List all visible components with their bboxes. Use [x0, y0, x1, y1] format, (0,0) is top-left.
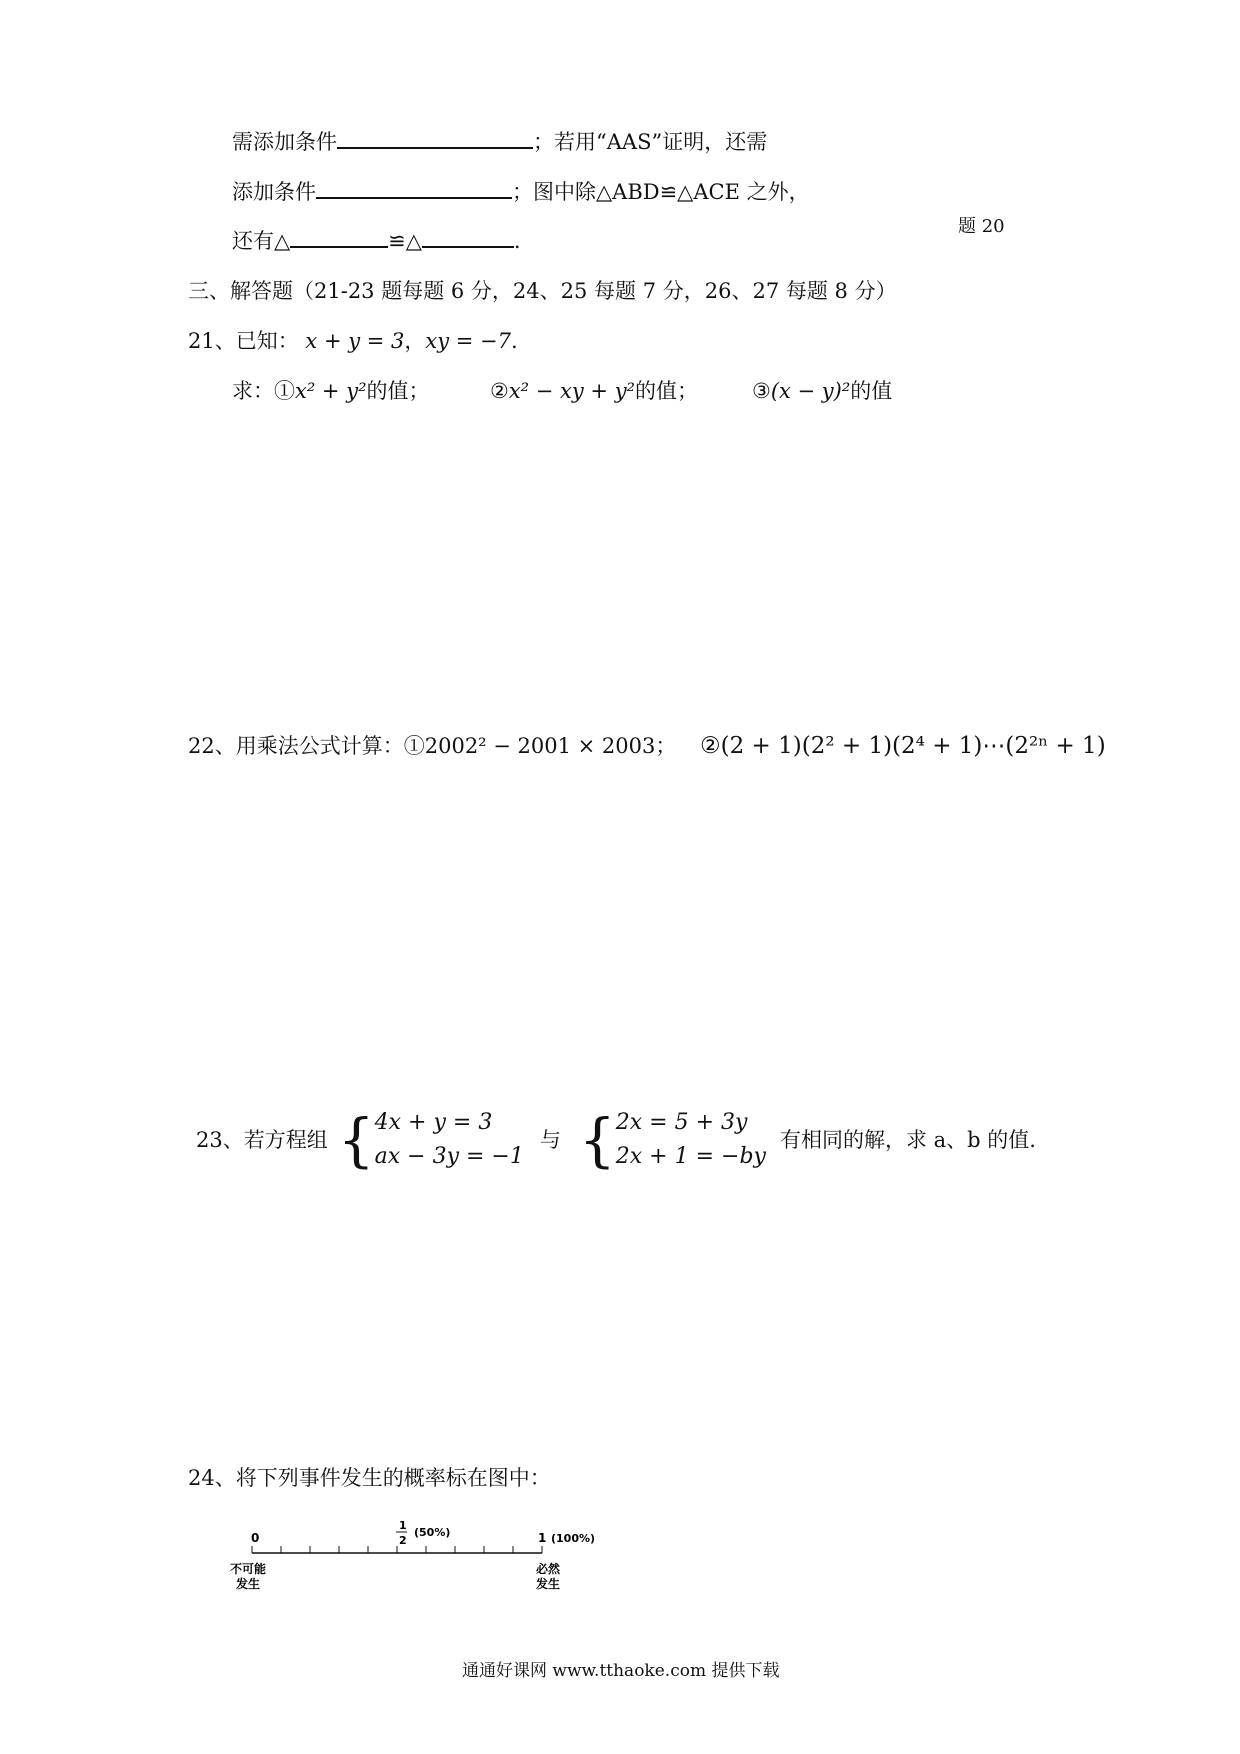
q20-line3-text-b: ≌△	[388, 229, 422, 253]
answer-blank-2[interactable]	[316, 177, 512, 199]
scale-right-caption-1: 必然	[536, 1562, 561, 1576]
system-2-equation-2: 2x + 1 = −by	[615, 1144, 766, 1169]
scale-left-value: 0	[251, 1531, 260, 1545]
q21-part3-mark: ③	[752, 379, 771, 403]
q21-condition-2: xy = −7	[425, 329, 512, 353]
q23-tail: 有相同的解，求 a、b 的值.	[779, 1128, 1036, 1152]
answer-blank-4[interactable]	[422, 226, 514, 248]
answer-blank-3[interactable]	[290, 226, 388, 248]
scale-mid-numerator: 1	[399, 1519, 407, 1532]
q22-part1-expr: 2002² − 2001 × 2003	[424, 734, 656, 758]
q21-part1-mark: ①	[274, 379, 295, 403]
q20-line2-text-b: ；图中除△ABD≌△ACE 之外，	[512, 180, 810, 204]
scale-right-caption-2: 发生	[536, 1577, 561, 1591]
q21-condition-1: x + y = 3	[305, 329, 405, 353]
scale-ticks	[252, 1546, 542, 1553]
scale-mid-percent: (50%)	[414, 1526, 451, 1539]
q20-line2-text-a: 添加条件	[232, 180, 316, 204]
scale-left-caption-2: 发生	[236, 1577, 261, 1591]
scale-right-percent: (100%)	[551, 1532, 596, 1545]
q21-part3	[752, 378, 892, 404]
q21-label: 21、已知：	[188, 329, 299, 353]
q21-part2-mark: ②	[490, 379, 509, 403]
q22-label: 22、用乘法公式计算：	[188, 734, 404, 758]
q23-line	[196, 1100, 1036, 1180]
q20-line1-text-a: 需添加条件	[232, 130, 337, 154]
q20-line-2	[232, 177, 810, 205]
q20-line-1	[232, 127, 767, 155]
q21-part2-expr: x² − xy + y²	[508, 379, 635, 403]
page-footer: 通通好课网 www.tthaoke.com 提供下载	[462, 1661, 780, 1681]
equation-system-1	[375, 1106, 524, 1174]
q22-part1-tail: ；	[655, 734, 677, 758]
q22-part2	[700, 733, 1106, 759]
q20-line3-text-a: 还有△	[232, 229, 291, 253]
scale-right-value: 1	[538, 1531, 547, 1545]
q21-ask: 求：	[232, 379, 274, 403]
q22-part1-mark: ①	[403, 734, 425, 758]
q21-part1-tail: 的值；	[366, 379, 430, 403]
q22-line	[188, 733, 676, 759]
figure-20-label: 题 20	[958, 216, 1005, 237]
system-2-equation-1: 2x = 5 + 3y	[615, 1110, 748, 1135]
answer-blank-1[interactable]	[337, 127, 533, 149]
system-1-equation-1: 4x + y = 3	[374, 1110, 493, 1135]
q21-part2	[490, 378, 698, 404]
q21-separator: ，	[404, 329, 426, 353]
q21-ask-line	[232, 378, 430, 404]
q20-line-3	[232, 226, 521, 254]
system-1-equation-2: ax − 3y = −1	[374, 1144, 524, 1169]
q23-connector: 与	[539, 1128, 561, 1152]
scale-mid-denominator: 2	[399, 1534, 407, 1547]
q21-given	[188, 328, 518, 354]
q23-label: 23、若方程组	[196, 1128, 328, 1152]
q20-line1-text-b: ；若用“AAS”证明，还需	[533, 130, 768, 154]
probability-scale	[220, 1510, 620, 1610]
q24-label: 24、将下列事件发生的概率标在图中：	[188, 1466, 551, 1490]
q22-part2-expr: (2 + 1)(2² + 1)(2⁴ + 1)⋯(2²ⁿ + 1)	[720, 733, 1106, 759]
q22-part2-mark: ②	[700, 733, 721, 759]
system-2-brace: {	[578, 1106, 616, 1174]
scale-left-caption-1: 不可能	[230, 1562, 267, 1576]
equation-system-2	[616, 1106, 766, 1174]
q21-end: .	[511, 329, 518, 353]
q21-part3-tail: 的值	[850, 379, 893, 403]
q21-part2-tail: 的值；	[634, 379, 698, 403]
q21-part1-expr: x² + y²	[295, 379, 367, 403]
q20-line3-text-c: .	[513, 229, 521, 253]
system-1-brace: {	[337, 1106, 375, 1174]
section-3-heading: 三、解答题（21-23 题每题 6 分，24、25 每题 7 分，26、27 每题 8 分）	[188, 279, 897, 303]
q21-part3-expr: (x − y)²	[770, 379, 851, 403]
